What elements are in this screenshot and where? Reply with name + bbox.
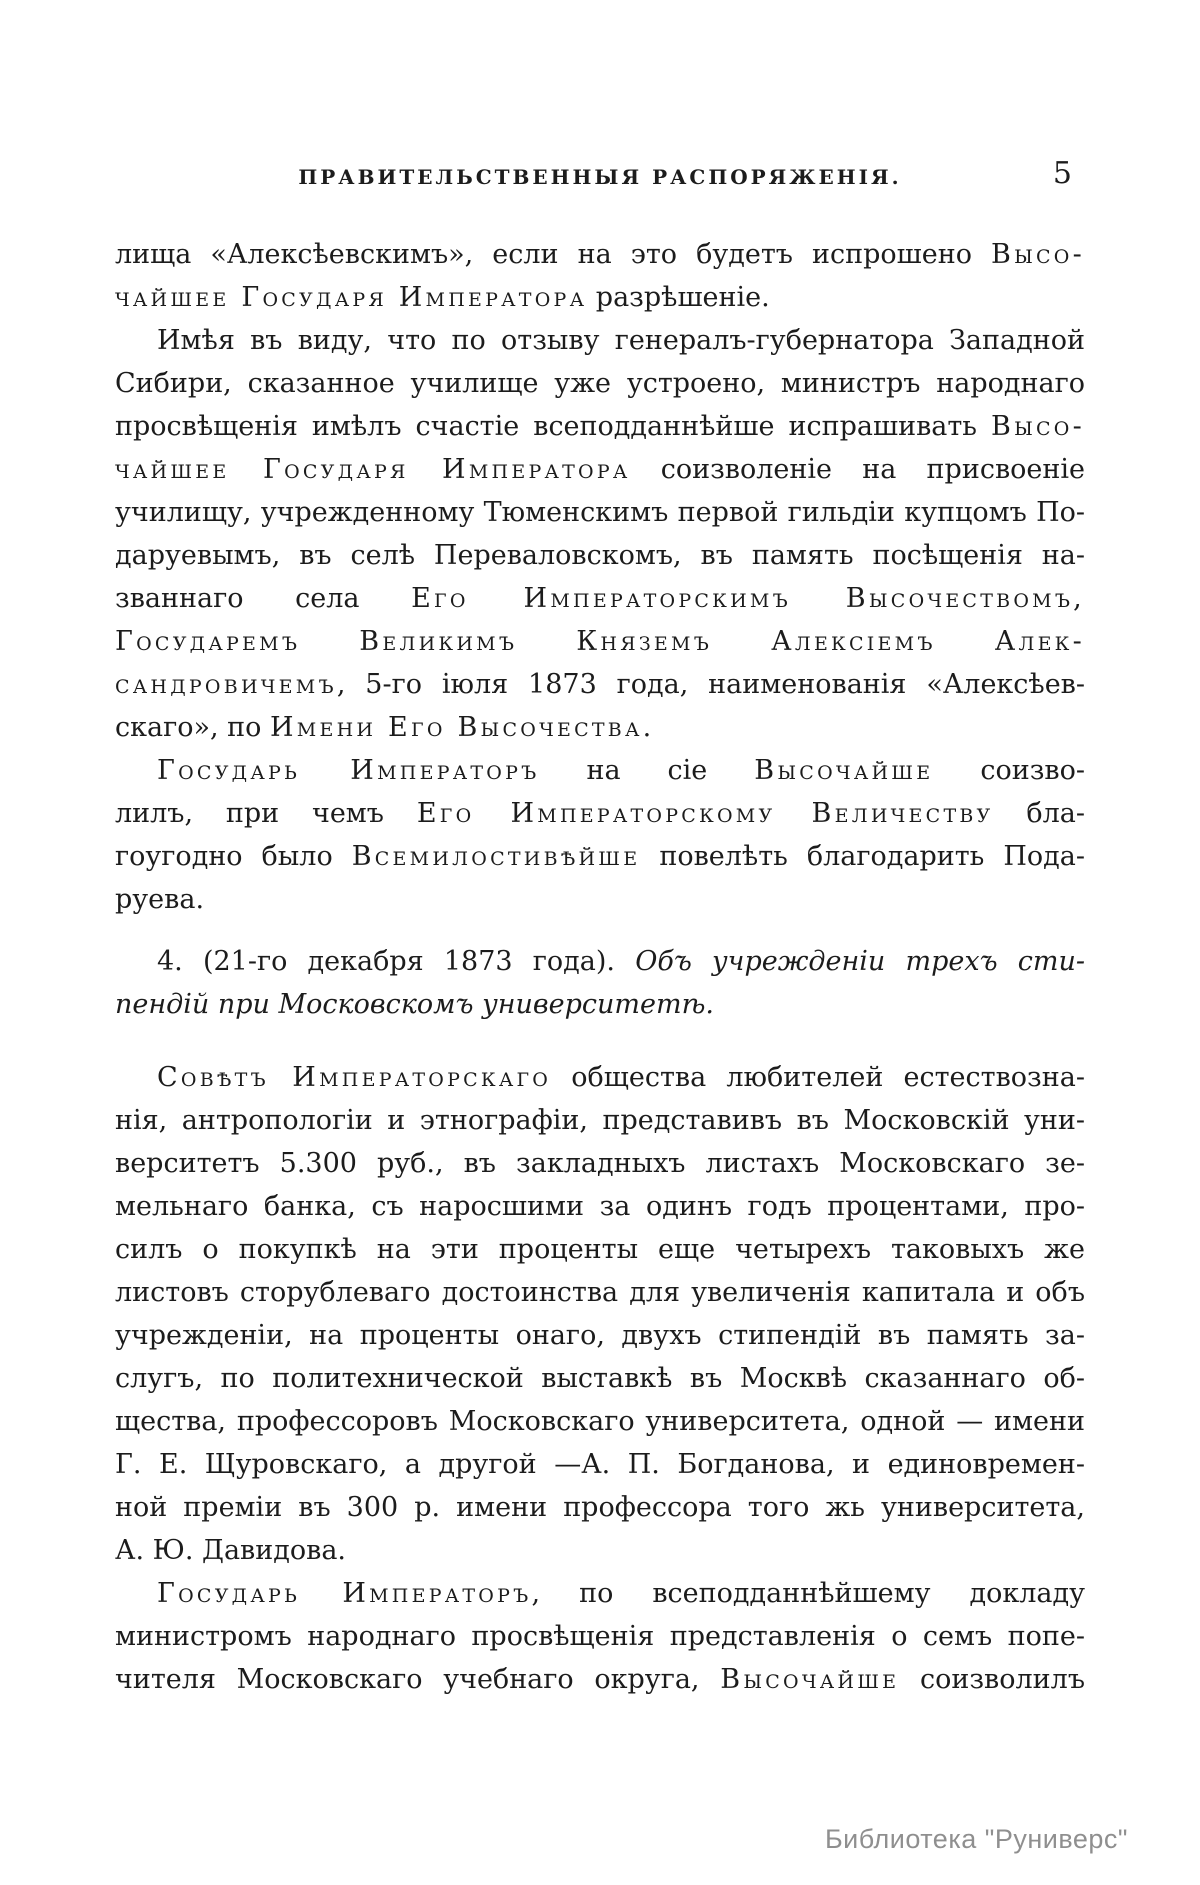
paragraph bbox=[115, 319, 1085, 749]
body-text: листовъ сторублеваго достоинства для увеличенія капитала и объ bbox=[115, 1277, 1085, 1308]
emphasized-smallcaps-text: Высо- bbox=[991, 239, 1085, 270]
body-text: гоугодно было bbox=[115, 841, 352, 872]
emphasized-smallcaps-text: Имени Его Высочества. bbox=[270, 712, 655, 743]
body-text: , по всеподданнѣйшему докладу bbox=[531, 1578, 1085, 1609]
body-text: слугъ, по политехнической выставкѣ въ Москвѣ сказаннаго об- bbox=[115, 1363, 1085, 1394]
body-text: общества любителей естествозна- bbox=[551, 1062, 1085, 1093]
text-line bbox=[115, 1228, 1085, 1271]
text-line bbox=[115, 940, 1085, 983]
body-text: чителя Московскаго учебнаго округа, bbox=[115, 1664, 721, 1695]
body-text: верситетъ 5.300 руб., въ закладныхъ листахъ Московскаго зе- bbox=[115, 1148, 1085, 1179]
body-text: лилъ, при чемъ bbox=[115, 798, 417, 829]
text-line bbox=[115, 1314, 1085, 1357]
body-text: А. Ю. Давидова. bbox=[115, 1535, 347, 1566]
body-text: званнаго села bbox=[115, 583, 412, 614]
body-text: даруевымъ, въ селѣ Переваловскомъ, въ память посѣщенія на- bbox=[115, 540, 1085, 571]
running-header-title: ПРАВИТЕЛЬСТВЕННЫЯ РАСПОРЯЖЕНІЯ. bbox=[298, 165, 902, 189]
body-text: соизволилъ bbox=[899, 1664, 1085, 1695]
text-line bbox=[115, 448, 1085, 491]
body-text: Г. Е. Щуровскаго, а другой —А. П. Богданова, и единовремен- bbox=[115, 1449, 1085, 1480]
body-text: силъ о покупкѣ на эти проценты еще четырехъ таковыхъ же bbox=[115, 1234, 1085, 1265]
paragraph bbox=[115, 1056, 1085, 1572]
text-line bbox=[115, 405, 1085, 448]
body-text: скаго», по bbox=[115, 712, 271, 743]
paragraph bbox=[115, 233, 1085, 319]
text-line bbox=[115, 878, 1085, 921]
text-line bbox=[115, 1099, 1085, 1142]
text-line bbox=[115, 1271, 1085, 1314]
italic-title-text: пендій при Московскомъ университетѣ. bbox=[115, 989, 715, 1020]
text-line bbox=[115, 1142, 1085, 1185]
text-line bbox=[115, 620, 1085, 663]
body-text: соизволеніе на присвоеніе bbox=[630, 454, 1085, 485]
text-line bbox=[115, 1400, 1085, 1443]
emphasized-smallcaps-text: Всемилостивѣйше bbox=[351, 841, 641, 872]
emphasized-smallcaps-text: Совѣтъ Императорскаго bbox=[157, 1062, 552, 1093]
text-line bbox=[115, 1443, 1085, 1486]
library-watermark: Библиотека "Руниверс" bbox=[824, 1824, 1128, 1854]
text-line bbox=[115, 362, 1085, 405]
body-text: разрѣшеніе. bbox=[587, 282, 770, 313]
text-line bbox=[115, 706, 1085, 749]
body-text: мельнаго банка, съ наросшими за одинъ годъ процентами, про- bbox=[115, 1191, 1085, 1222]
body-text: , 5-го іюля 1873 года, наименованія «Алексѣев- bbox=[336, 669, 1085, 700]
text-line bbox=[115, 1529, 1085, 1572]
paragraph bbox=[115, 1572, 1085, 1701]
text-line bbox=[115, 749, 1085, 792]
text-line bbox=[115, 792, 1085, 835]
text-line bbox=[115, 534, 1085, 577]
text-line bbox=[115, 983, 1085, 1026]
text-line bbox=[115, 1572, 1085, 1615]
text-line bbox=[115, 276, 1085, 319]
text-line bbox=[115, 1615, 1085, 1658]
emphasized-smallcaps-text: Государь Императоръ bbox=[157, 755, 540, 786]
emphasized-smallcaps-text: Государемъ Великимъ Княземъ Алексіемъ Алек- bbox=[115, 626, 1085, 657]
emphasized-smallcaps-text: Государь Императоръ bbox=[157, 1578, 532, 1609]
text-line bbox=[115, 1357, 1085, 1400]
text-line bbox=[115, 319, 1085, 362]
text-line bbox=[115, 1185, 1085, 1228]
body-text: училищу, учрежденному Тюменскимъ первой гильдіи купцомъ По- bbox=[115, 497, 1085, 528]
emphasized-smallcaps-text: Высочайше bbox=[720, 1664, 900, 1695]
body-text: повелѣть благодарить Пода- bbox=[640, 841, 1085, 872]
body-text: на сіе bbox=[539, 755, 755, 786]
italic-title-text: Объ учрежденіи трехъ сти- bbox=[635, 946, 1086, 977]
emphasized-smallcaps-text: Его Императорскому Величеству bbox=[416, 798, 994, 829]
paragraph bbox=[115, 749, 1085, 921]
body-text: руева. bbox=[115, 884, 205, 915]
paragraph bbox=[115, 940, 1085, 1026]
text-line bbox=[115, 1056, 1085, 1099]
text-line bbox=[115, 233, 1085, 276]
body-text: Имѣя въ виду, что по отзыву генералъ-губернатора Западной bbox=[157, 325, 1085, 356]
text-line bbox=[115, 577, 1085, 620]
emphasized-smallcaps-text: Высо- bbox=[991, 411, 1085, 442]
body-text: Сибири, сказанное училище уже устроено, министръ народнаго bbox=[115, 368, 1085, 399]
body-text: 4. (21-го декабря 1873 года). bbox=[157, 946, 636, 977]
text-line bbox=[115, 1658, 1085, 1701]
body-text: соизво- bbox=[933, 755, 1085, 786]
page-number: 5 bbox=[1052, 156, 1072, 191]
page-text-body bbox=[115, 233, 1085, 1701]
body-text: лища «Алексѣевскимъ», если на это будетъ испрошено bbox=[115, 239, 992, 270]
text-line bbox=[115, 835, 1085, 878]
text-line bbox=[115, 1486, 1085, 1529]
text-line bbox=[115, 663, 1085, 706]
body-text: ной преміи въ 300 р. имени профессора того жь университета, bbox=[115, 1492, 1085, 1523]
body-text: министромъ народнаго просвѣщенія представленія о семъ попе- bbox=[115, 1621, 1085, 1652]
emphasized-smallcaps-text: Высочайше bbox=[754, 755, 934, 786]
emphasized-smallcaps-text: сандровичемъ bbox=[115, 669, 337, 700]
body-text: просвѣщенія имѣлъ счастіе всеподданнѣйше испрашивать bbox=[115, 411, 992, 442]
text-line bbox=[115, 491, 1085, 534]
emphasized-smallcaps-text: чайшее Государя Императора bbox=[115, 282, 588, 313]
emphasized-smallcaps-text: Его Императорскимъ Высочествомъ, bbox=[411, 583, 1085, 614]
emphasized-smallcaps-text: чайшее Государя Императора bbox=[115, 454, 631, 485]
body-text: щества, профессоровъ Московскаго университета, одной — имени bbox=[115, 1406, 1085, 1437]
body-text: нія, антропологіи и этнографіи, представивъ въ Московскій уни- bbox=[115, 1105, 1085, 1136]
body-text: бла- bbox=[993, 798, 1085, 829]
body-text: учрежденіи, на проценты онаго, двухъ стипендій въ память за- bbox=[115, 1320, 1085, 1351]
